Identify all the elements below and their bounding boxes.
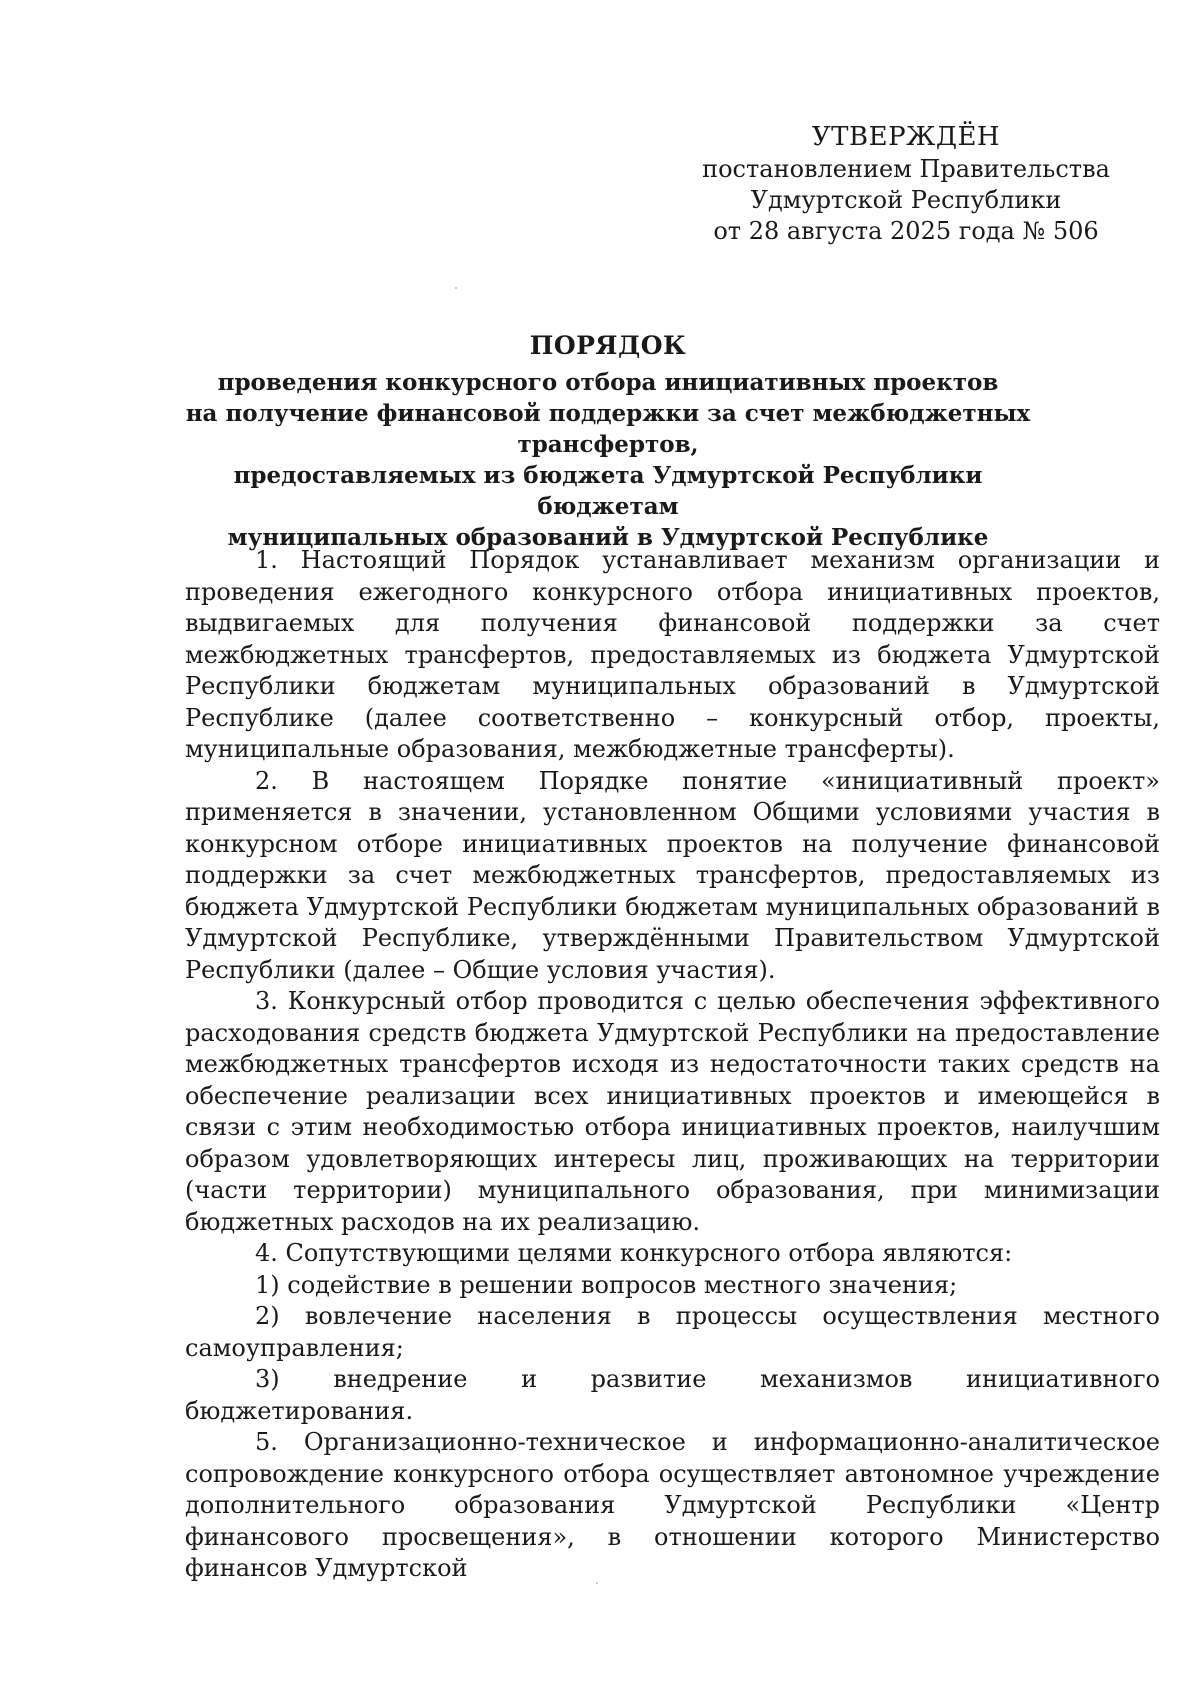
scan-speck <box>596 1582 598 1584</box>
paragraph-5: 5. Организационно-техническое и информационно-аналитическое сопровождение конкурсного отбора осуществляет автономное учреждение дополнительного образования Удмуртской Республики «Центр финансового просвещения», в отношении которого Министерство финансов Удмуртской <box>185 1428 1160 1582</box>
document-subtitle-line: проведения конкурсного отбора инициативных проектов <box>217 369 999 396</box>
document-title: ПОРЯДОК <box>529 331 687 360</box>
approval-line: Удмуртской Республики <box>750 186 1062 214</box>
approval-title: УТВЕРЖДЁН <box>811 122 1001 152</box>
document-heading <box>170 330 1046 553</box>
scan-speck <box>455 287 457 289</box>
paragraph-2: 2. В настоящем Порядке понятие «инициативный проект» применяется в значении, установленном Общими условиями участия в конкурсном отборе инициативных проектов на получение финансовой поддержки за счет межбюджетных трансфертов, предоставляемых из бюджета Удмуртской Республики бюджетам муниципальных образований в Удмуртской Республике, утверждёнными Правительством Удмуртской Республики (далее – Общие условия участия). <box>185 766 1160 984</box>
approval-date: от 28 августа 2025 года № 506 <box>713 217 1099 245</box>
list-item-1: 1) содействие в решении вопросов местного значения; <box>255 1270 958 1299</box>
document-subtitle-line: муниципальных образований в Удмуртской Республике <box>227 524 989 551</box>
paragraph-4: 4. Сопутствующими целями конкурсного отбора являются: <box>255 1239 1013 1267</box>
approval-stamp <box>690 122 1122 247</box>
approval-line: постановлением Правительства <box>702 155 1110 183</box>
paragraph-3: 3. Конкурсный отбор проводится с целью обеспечения эффективного расходования средств бюджета Удмуртской Республики на предоставление межбюджетных трансфертов исходя из недостаточности таких средств на обеспечение реализации всех инициативных проектов и имеющейся в связи с этим необходимостью отбора инициативных проектов, наилучшим образом удовлетворяющих интересы лиц, проживающих на территории (части территории) муниципального образования, при минимизации бюджетных расходов на их реализацию. <box>185 987 1160 1236</box>
list-item-3: 3) внедрение и развитие механизмов инициативного бюджетирования. <box>185 1365 1160 1425</box>
document-subtitle-line: предоставляемых из бюджета Удмуртской Республики бюджетам <box>233 462 983 520</box>
document-subtitle-line: на получение финансовой поддержки за счет межбюджетных трансфертов, <box>185 400 1031 458</box>
document-body <box>185 545 1160 1585</box>
list-item-2: 2) вовлечение населения в процессы осуществления местного самоуправления; <box>185 1302 1160 1362</box>
paragraph-1: 1. Настоящий Порядок устанавливает механизм организации и проведения ежегодного конкурсного отбора инициативных проектов, выдвигаемых для получения финансовой поддержки за счет межбюджетных трансфертов, предоставляемых из бюджета Удмуртской Республики бюджетам муниципальных образований в Удмуртской Республике (далее соответственно – конкурсный отбор, проекты, муниципальные образования, межбюджетные трансферты). <box>185 546 1160 763</box>
